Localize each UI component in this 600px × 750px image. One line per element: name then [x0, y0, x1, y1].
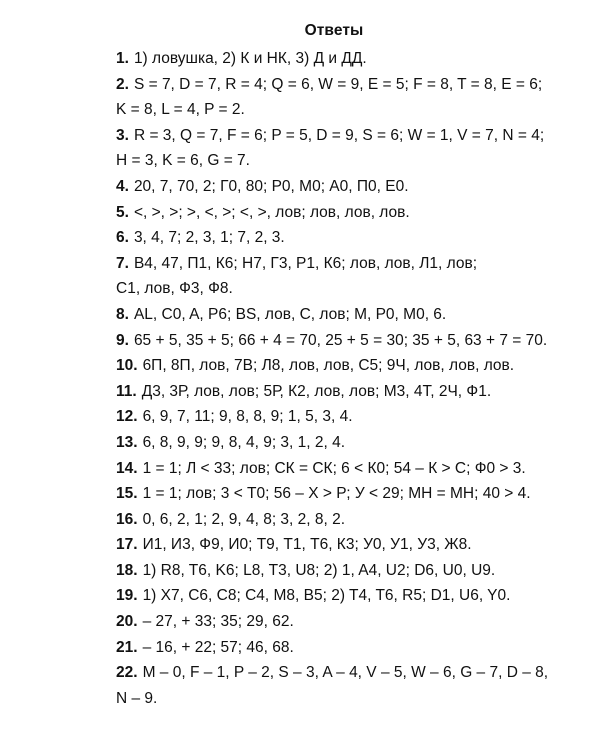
answer-number: 10. [116, 357, 138, 375]
answer-number: 5. [116, 203, 129, 221]
answer-number: 16. [116, 510, 138, 528]
answer-line [116, 481, 536, 507]
answer-number: 3. [116, 126, 129, 144]
answer-line [116, 46, 536, 72]
answer-line [116, 302, 536, 328]
answer-line [116, 558, 536, 584]
answer-number: 22. [116, 664, 138, 682]
answer-number: 15. [116, 485, 138, 503]
answer-text: Д3, 3Р, лов, лов; 5Р, К2, лов, лов; М3, 4Т, 2Ч, Ф1. [141, 382, 492, 400]
answer-item [116, 46, 536, 72]
answer-text: 3, 4, 7; 2, 3, 1; 7, 2, 3. [133, 229, 285, 247]
answer-number: 20. [116, 613, 138, 631]
answer-item [116, 481, 536, 507]
answer-text: 65 + 5, 35 + 5; 66 + 4 = 70, 25 + 5 = 30; 35 + 5, 63 + 7 = 70. [133, 331, 548, 349]
answer-number: 21. [116, 638, 138, 656]
answer-item [116, 635, 536, 661]
answer-item [116, 328, 548, 354]
answer-item [116, 532, 536, 558]
answer-text: H = 3, K = 6, G = 7. [116, 152, 250, 170]
answer-line [116, 353, 536, 379]
answer-item [116, 353, 536, 379]
answer-line [116, 660, 549, 686]
answer-line [116, 532, 536, 558]
answer-line [116, 583, 536, 609]
answer-number: 14. [116, 459, 138, 477]
answer-text: 6, 8, 9, 9; 9, 8, 4, 9; 3, 1, 2, 4. [142, 433, 346, 451]
answer-line [116, 123, 545, 149]
answer-item [116, 507, 536, 533]
answer-line [116, 430, 536, 456]
answer-number: 1. [116, 50, 129, 67]
answer-line [116, 251, 536, 277]
answer-item [116, 123, 545, 174]
answer-text: N – 9. [116, 689, 158, 707]
answer-text: <, >, >; >, <, >; <, >, лов; лов, лов, лов. [133, 203, 410, 221]
answer-text: K = 8, L = 4, P = 2. [116, 101, 245, 119]
answer-line [116, 507, 536, 533]
answer-line [116, 148, 536, 174]
answer-item [116, 558, 536, 584]
answer-number: 2. [116, 75, 129, 93]
answer-item [116, 430, 536, 456]
answers-list [116, 46, 549, 711]
answer-text: С1, лов, Ф3, Ф8. [116, 280, 233, 298]
answer-text: И1, И3, Ф9, И0; Т9, Т1, Т6, К3; У0, У1, У3, Ж8. [142, 536, 472, 554]
answer-line [116, 328, 548, 354]
answer-line [116, 404, 536, 430]
answer-number: 13. [116, 433, 138, 451]
answer-line [116, 72, 543, 98]
answer-text: 20, 7, 70, 2; Г0, 80; Р0, М0; А0, П0, Е0. [133, 177, 409, 195]
answer-text: 1 = 1; Л < 33; лов; СК = СК; 6 < К0; 54 – К > С; Ф0 > 3. [142, 459, 526, 477]
answer-line [116, 456, 536, 482]
answer-item [116, 609, 536, 635]
answer-number: 11. [116, 382, 137, 400]
answer-number: 12. [116, 408, 138, 426]
answer-number: 6. [116, 229, 129, 247]
answer-item [116, 660, 549, 711]
answer-number: 9. [116, 331, 129, 349]
answer-item [116, 302, 536, 328]
answer-line [116, 174, 536, 200]
answer-text: AL, C0, A, P6; BS, лов, C, лов; M, P0, M0, 6. [133, 305, 447, 323]
answer-number: 17. [116, 536, 138, 554]
answer-text: 6П, 8П, лов, 7В; Л8, лов, лов, С5; 9Ч, лов, лов, лов. [142, 357, 515, 375]
answer-text: 6, 9, 7, 11; 9, 8, 8, 9; 1, 5, 3, 4. [142, 408, 353, 426]
answer-number: 18. [116, 561, 138, 579]
answer-number: 8. [116, 305, 129, 323]
answer-line [116, 200, 536, 226]
answer-text: 1) ловушка, 2) К и НК, 3) Д и ДД. [133, 50, 367, 67]
answer-item [116, 404, 536, 430]
answer-text: 1 = 1; лов; 3 < Т0; 56 – Х > Р; У < 29; МН = МН; 40 > 4. [142, 485, 531, 503]
answer-line [116, 97, 536, 123]
answer-item [116, 456, 536, 482]
answer-item [116, 583, 536, 609]
answer-number: 4. [116, 177, 129, 195]
answer-item [116, 174, 536, 200]
answer-text: R = 3, Q = 7, F = 6; P = 5, D = 9, S = 6; W = 1, V = 7, N = 4; [133, 126, 545, 144]
answer-text: – 16, + 22; 57; 46, 68. [142, 638, 294, 656]
answer-number: 7. [116, 254, 129, 272]
answer-text: S = 7, D = 7, R = 4; Q = 6, W = 9, E = 5; F = 8, T = 8, E = 6; [133, 75, 543, 93]
answer-number: 19. [116, 587, 138, 605]
answer-line [116, 276, 536, 302]
answer-text: 1) R8, T6, K6; L8, T3, U8; 2) 1, A4, U2; D6, U0, U9. [142, 561, 496, 579]
answer-item [116, 251, 536, 302]
answer-text: M – 0, F – 1, P – 2, S – 3, A – 4, V – 5, W – 6, G – 7, D – 8, [142, 664, 549, 682]
answer-text: – 27, + 33; 35; 29, 62. [142, 613, 294, 631]
answer-item [116, 225, 536, 251]
answer-text: 0, 6, 2, 1; 2, 9, 4, 8; 3, 2, 8, 2. [142, 510, 346, 528]
page-title: Ответы [304, 22, 364, 39]
answer-line [116, 686, 536, 712]
answer-line [116, 379, 536, 405]
answer-text: В4, 47, П1, К6; Н7, Г3, Р1, К6; лов, лов, Л1, лов; [133, 254, 478, 272]
answer-item [116, 72, 543, 123]
answer-line [116, 609, 536, 635]
answer-text: 1) X7, C6, C8; C4, M8, B5; 2) T4, T6, R5; D1, U6, Y0. [142, 587, 511, 605]
answer-line [116, 635, 536, 661]
answer-item [116, 379, 536, 405]
answer-line [116, 225, 536, 251]
answer-item [116, 200, 536, 226]
